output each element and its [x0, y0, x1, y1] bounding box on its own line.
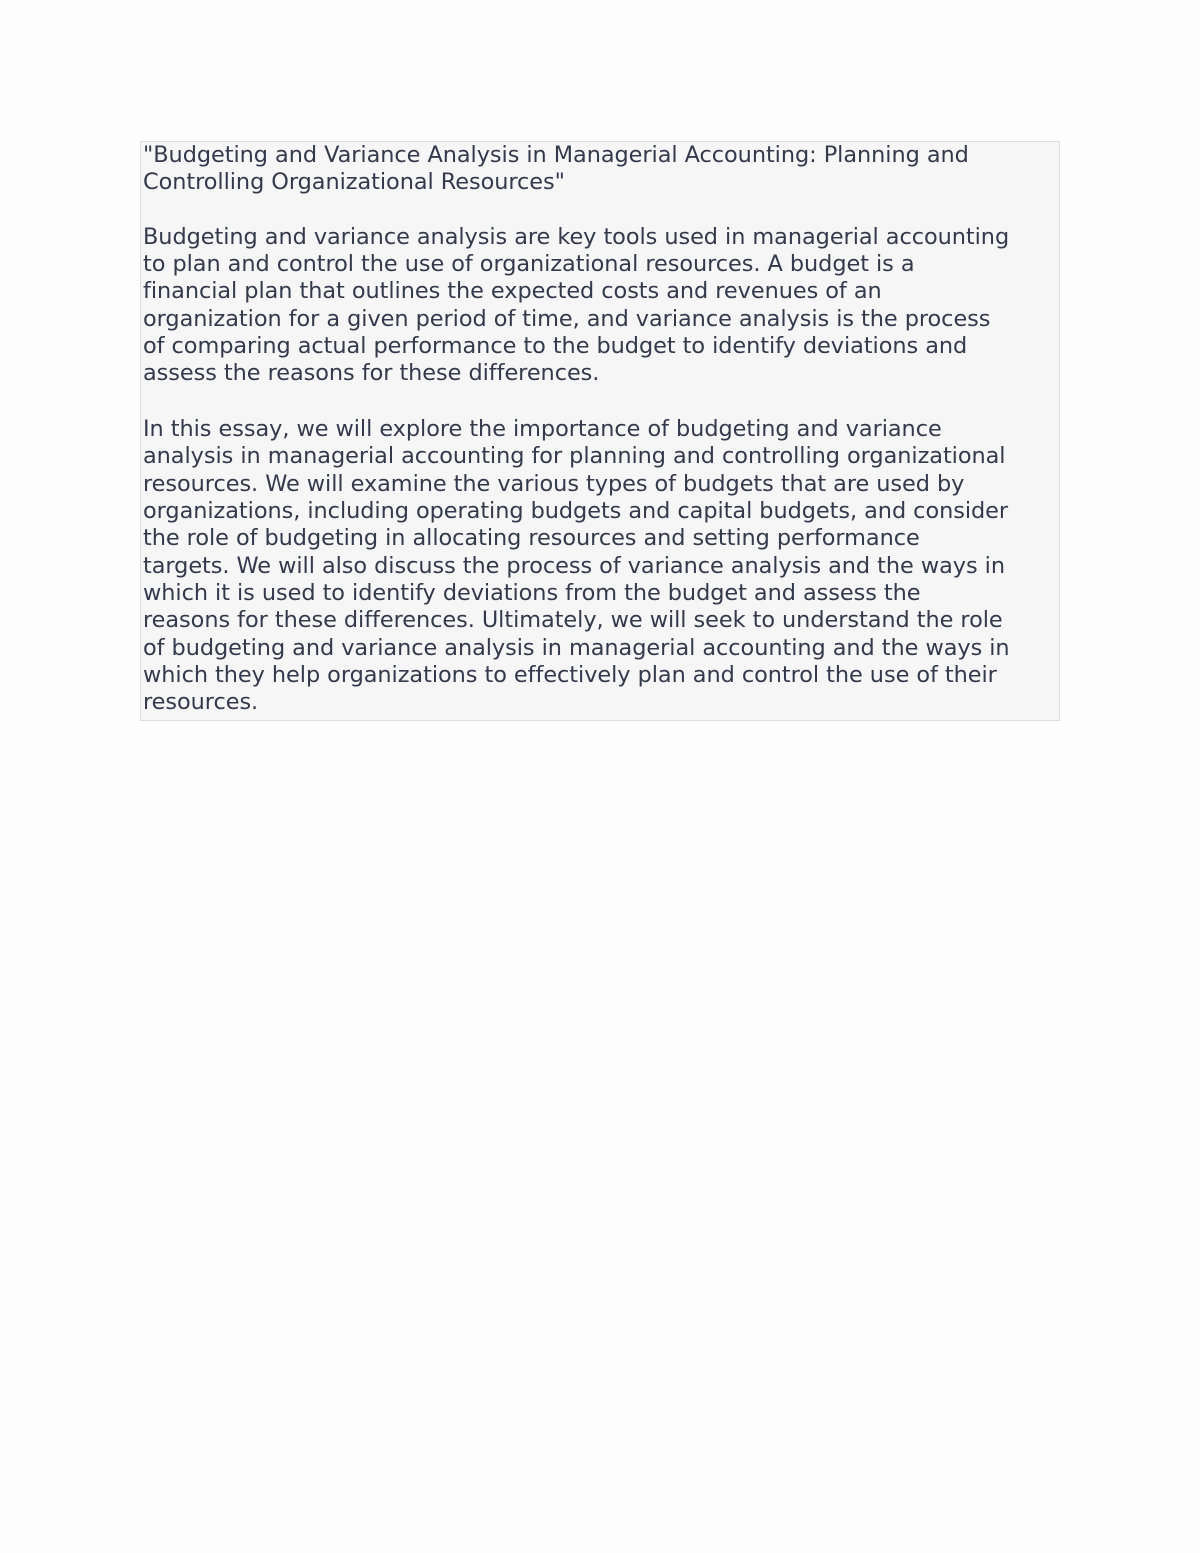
essay-title: "Budgeting and Variance Analysis in Managerial Accounting: Planning and Controlling Organizational Resources" [143, 142, 969, 196]
essay-paragraph-2: In this essay, we will explore the importance of budgeting and variance analysis in managerial accounting for planning and controlling organizational resources. We will examine the various types of budgets that are used by organizations, including operating budgets and capital budgets, and consider the role of budgeting in allocating resources and setting performance targets. We will also discuss the process of variance analysis and the ways in which it is used to identify deviations from the budget and assess the reasons for these differences. Ultimately, we will seek to understand the role of budgeting and variance analysis in managerial accounting and the ways in which they help organizations to effectively plan and control the use of their resources. [143, 416, 1010, 716]
essay-paragraph-1: Budgeting and variance analysis are key tools used in managerial accounting to plan and control the use of organizational resources. A budget is a financial plan that outlines the expected costs and revenues of an organization for a given period of time, and variance analysis is the process of comparing actual performance to the budget to identify deviations and assess the reasons for these differences. [143, 223, 1010, 387]
text-content-box [140, 141, 1060, 721]
